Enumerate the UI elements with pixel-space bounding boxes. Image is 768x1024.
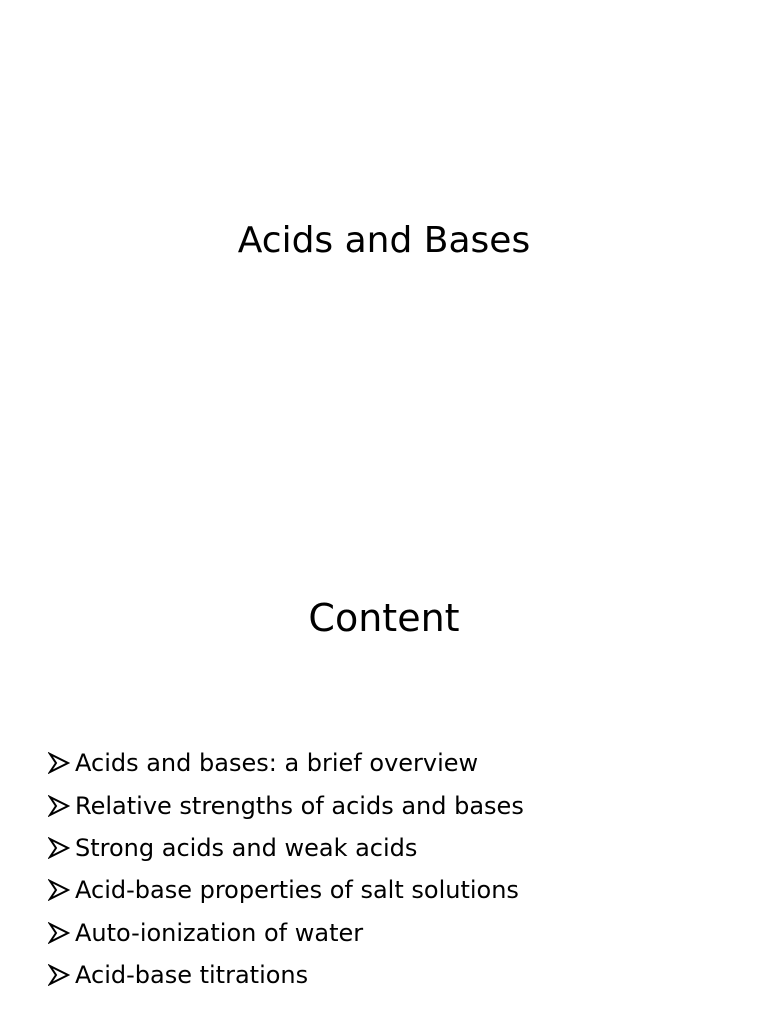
arrow-bullet-icon — [48, 879, 70, 901]
list-item-label: Acid-base titrations — [75, 961, 309, 990]
list-item — [48, 784, 524, 826]
list-item-label: Relative strengths of acids and bases — [75, 791, 524, 820]
list-item — [48, 742, 524, 784]
arrow-bullet-icon — [48, 752, 70, 774]
list-item-label: Acid-base properties of salt solutions — [75, 876, 519, 905]
content-heading: Content — [308, 596, 460, 640]
list-item-label: Auto-ionization of water — [75, 918, 364, 947]
list-item-label: Strong acids and weak acids — [75, 833, 418, 862]
arrow-bullet-icon — [48, 964, 70, 986]
list-item — [48, 869, 524, 911]
arrow-bullet-icon — [48, 837, 70, 859]
list-item-label: Acids and bases: a brief overview — [75, 749, 479, 778]
arrow-bullet-icon — [48, 795, 70, 817]
list-item — [48, 954, 524, 996]
slide-title: Acids and Bases — [237, 220, 531, 261]
arrow-bullet-icon — [48, 922, 70, 944]
content-slide — [0, 512, 768, 1024]
list-item — [48, 827, 524, 869]
list-item — [48, 912, 524, 954]
content-list — [48, 742, 524, 996]
